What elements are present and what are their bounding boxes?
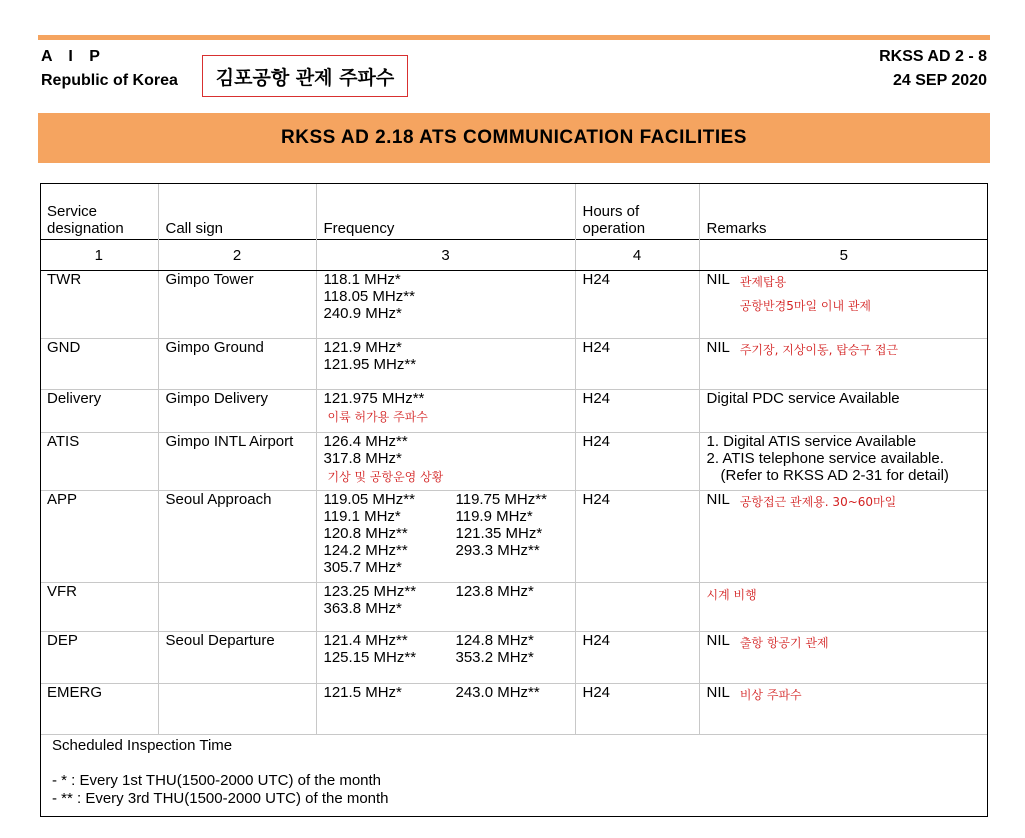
remark-text: Digital PDC service Available bbox=[706, 390, 900, 407]
frequency-column-a bbox=[324, 632, 456, 666]
remark-text: 2. ATIS telephone service available. bbox=[706, 450, 944, 467]
remarks-cell bbox=[699, 583, 988, 632]
remarks-cell bbox=[699, 684, 988, 735]
frequency-value: 123.25 MHz** bbox=[323, 583, 417, 600]
frequency-value: 363.8 MHz* bbox=[323, 600, 402, 617]
frequency-value: 243.0 MHz** bbox=[455, 684, 540, 701]
remarks-cell bbox=[699, 390, 988, 433]
remark-text: NIL bbox=[706, 491, 730, 508]
service-designation: TWR bbox=[40, 271, 158, 339]
remark-annotations bbox=[740, 635, 829, 652]
frequency-cell bbox=[316, 632, 575, 684]
page-reference: RKSS AD 2 - 8 bbox=[879, 48, 987, 65]
hours-of-operation: H24 bbox=[575, 433, 699, 491]
remarks-line bbox=[707, 271, 982, 315]
column-header-row bbox=[40, 183, 988, 240]
frequency-columns bbox=[324, 684, 568, 701]
frequency-value: 121.4 MHz** bbox=[323, 632, 408, 649]
remark-annotation: 비상 주파수 bbox=[739, 688, 802, 702]
remarks-cell bbox=[699, 271, 988, 339]
frequency-value: 124.2 MHz** bbox=[323, 542, 408, 559]
frequency-columns bbox=[324, 271, 568, 322]
frequency-columns bbox=[324, 390, 568, 407]
frequency-column-b bbox=[456, 583, 534, 617]
remark-annotations bbox=[740, 342, 898, 359]
table-row bbox=[40, 339, 988, 390]
ats-table-body bbox=[40, 183, 988, 735]
frequency-value: 124.8 MHz* bbox=[455, 632, 534, 649]
frequency-value: 121.975 MHz** bbox=[323, 390, 425, 407]
footer-lines bbox=[52, 772, 389, 808]
column-number-2: 2 bbox=[158, 240, 316, 271]
frequency-column-a bbox=[324, 583, 456, 617]
frequency-column-a bbox=[324, 339, 456, 373]
column-header-3: Frequency bbox=[316, 183, 575, 240]
frequency-columns bbox=[324, 433, 568, 467]
table-row bbox=[40, 632, 988, 684]
remark-annotations bbox=[740, 274, 871, 315]
remark-text: NIL bbox=[706, 684, 730, 701]
column-header-4: Hours of operation bbox=[575, 183, 699, 240]
frequency-column-a bbox=[324, 433, 456, 467]
frequency-columns bbox=[324, 583, 568, 617]
call-sign: Gimpo Tower bbox=[158, 271, 316, 339]
frequency-value: 120.8 MHz** bbox=[323, 525, 408, 542]
frequency-cell bbox=[316, 390, 575, 433]
korean-annotation-box: 김포공항 관제 주파수 bbox=[202, 55, 408, 97]
remark-annotations bbox=[740, 494, 896, 511]
frequency-value: 121.95 MHz** bbox=[323, 356, 417, 373]
table-row bbox=[40, 491, 988, 583]
frequency-value: 121.9 MHz* bbox=[323, 339, 402, 356]
table-row bbox=[40, 271, 988, 339]
frequency-column-a bbox=[324, 491, 456, 576]
service-designation: GND bbox=[40, 339, 158, 390]
frequency-value: 119.1 MHz* bbox=[323, 508, 401, 525]
frequency-cell bbox=[316, 433, 575, 491]
column-header-1: Service designation bbox=[47, 203, 124, 237]
hours-of-operation bbox=[575, 583, 699, 632]
frequency-value: 317.8 MHz* bbox=[323, 450, 402, 467]
service-designation: Delivery bbox=[40, 390, 158, 433]
column-number-1: 1 bbox=[40, 240, 158, 271]
frequency-cell bbox=[316, 583, 575, 632]
service-designation: EMERG bbox=[40, 684, 158, 735]
inspection-footer bbox=[52, 737, 389, 808]
frequency-column-a bbox=[324, 390, 456, 407]
hours-of-operation: H24 bbox=[575, 390, 699, 433]
frequency-annotation: 기상 및 공항운영 상황 bbox=[327, 470, 444, 484]
service-designation: APP bbox=[40, 491, 158, 583]
remark-text: NIL bbox=[706, 632, 730, 649]
footer-line-2: - ** : Every 3rd THU(1500-2000 UTC) of the month bbox=[52, 790, 389, 807]
call-sign bbox=[158, 684, 316, 735]
call-sign: Gimpo INTL Airport bbox=[158, 433, 316, 491]
column-number-row bbox=[40, 240, 988, 271]
frequency-value: 121.5 MHz* bbox=[323, 684, 402, 701]
column-number-3: 3 bbox=[316, 240, 575, 271]
section-title: RKSS AD 2.18 ATS COMMUNICATION FACILITIES bbox=[281, 127, 747, 148]
hours-of-operation: H24 bbox=[575, 491, 699, 583]
footer-line-1: - * : Every 1st THU(1500-2000 UTC) of the month bbox=[52, 772, 382, 789]
frequency-column-a bbox=[324, 684, 456, 701]
remark-annotation: 주기장, 지상이동, 탑승구 접근 bbox=[739, 343, 899, 357]
frequency-value: 118.05 MHz** bbox=[323, 288, 415, 305]
remark-annotation: 관제탑용 bbox=[739, 275, 787, 289]
remark-text: (Refer to RKSS AD 2-31 for detail) bbox=[720, 467, 949, 484]
column-header-5: Remarks bbox=[699, 183, 988, 240]
remarks-line bbox=[707, 684, 982, 704]
frequency-value: 123.8 MHz* bbox=[455, 583, 534, 600]
hours-of-operation: H24 bbox=[575, 339, 699, 390]
frequency-value: 353.2 MHz* bbox=[455, 649, 534, 666]
header-left bbox=[41, 45, 178, 93]
remarks-cell bbox=[699, 491, 988, 583]
frequency-value: 119.05 MHz** bbox=[323, 491, 415, 508]
remark-text: NIL bbox=[706, 339, 730, 356]
frequency-cell bbox=[316, 684, 575, 735]
frequency-column-a bbox=[324, 271, 456, 322]
column-number-5: 5 bbox=[699, 240, 988, 271]
frequency-value: 119.9 MHz* bbox=[455, 508, 533, 525]
footer-title: Scheduled Inspection Time bbox=[52, 737, 233, 754]
ats-table bbox=[40, 183, 988, 735]
frequency-columns bbox=[324, 491, 568, 576]
hours-of-operation: H24 bbox=[575, 632, 699, 684]
table-row bbox=[40, 583, 988, 632]
aip-label: A I P bbox=[41, 48, 106, 65]
remarks-cell bbox=[699, 632, 988, 684]
table-row bbox=[40, 433, 988, 491]
remarks-line bbox=[707, 632, 982, 652]
table-row bbox=[40, 390, 988, 433]
country-label: Republic of Korea bbox=[41, 72, 178, 89]
service-designation: DEP bbox=[40, 632, 158, 684]
frequency-annotation: 이륙 허가용 주파수 bbox=[327, 410, 428, 424]
remark-annotation: 출항 항공기 관제 bbox=[739, 636, 829, 650]
column-number-4: 4 bbox=[575, 240, 699, 271]
section-title-banner bbox=[38, 113, 990, 163]
remark-text: 1. Digital ATIS service Available bbox=[706, 433, 917, 450]
frequency-value: 126.4 MHz** bbox=[323, 433, 408, 450]
call-sign: Gimpo Delivery bbox=[158, 390, 316, 433]
frequency-column-b bbox=[456, 632, 534, 666]
call-sign bbox=[158, 583, 316, 632]
remarks-line bbox=[707, 339, 982, 359]
remark-annotation: 공항반경5마일 이내 관제 bbox=[739, 299, 872, 313]
publication-date: 24 SEP 2020 bbox=[892, 72, 987, 89]
frequency-columns bbox=[324, 339, 568, 373]
frequency-cell bbox=[316, 271, 575, 339]
frequency-cell bbox=[316, 491, 575, 583]
remark-text: NIL bbox=[706, 271, 730, 288]
frequency-value: 125.15 MHz** bbox=[323, 649, 417, 666]
remark-annotation: 시계 비행 bbox=[706, 588, 757, 602]
remarks-cell bbox=[699, 339, 988, 390]
remarks-line bbox=[707, 491, 982, 511]
remarks-cell bbox=[699, 433, 988, 491]
table-row bbox=[40, 684, 988, 735]
frequency-value: 118.1 MHz* bbox=[323, 271, 401, 288]
frequency-value: 305.7 MHz* bbox=[323, 559, 402, 576]
call-sign: Seoul Approach bbox=[158, 491, 316, 583]
frequency-column-b bbox=[456, 684, 540, 701]
service-designation: VFR bbox=[40, 583, 158, 632]
service-designation: ATIS bbox=[40, 433, 158, 491]
call-sign: Seoul Departure bbox=[158, 632, 316, 684]
hours-of-operation: H24 bbox=[575, 271, 699, 339]
frequency-columns bbox=[324, 632, 568, 666]
frequency-value: 119.75 MHz** bbox=[455, 491, 547, 508]
frequency-value: 293.3 MHz** bbox=[455, 542, 540, 559]
frequency-value: 121.35 MHz* bbox=[455, 525, 543, 542]
column-header-2: Call sign bbox=[158, 183, 316, 240]
header-right bbox=[879, 45, 987, 93]
frequency-cell bbox=[316, 339, 575, 390]
remark-annotations bbox=[740, 687, 802, 704]
call-sign: Gimpo Ground bbox=[158, 339, 316, 390]
remark-annotation: 공항접근 관제용. 30~60마일 bbox=[739, 495, 897, 509]
frequency-value: 240.9 MHz* bbox=[323, 305, 402, 322]
frequency-column-b bbox=[456, 491, 547, 576]
hours-of-operation: H24 bbox=[575, 684, 699, 735]
top-rule bbox=[38, 35, 990, 40]
